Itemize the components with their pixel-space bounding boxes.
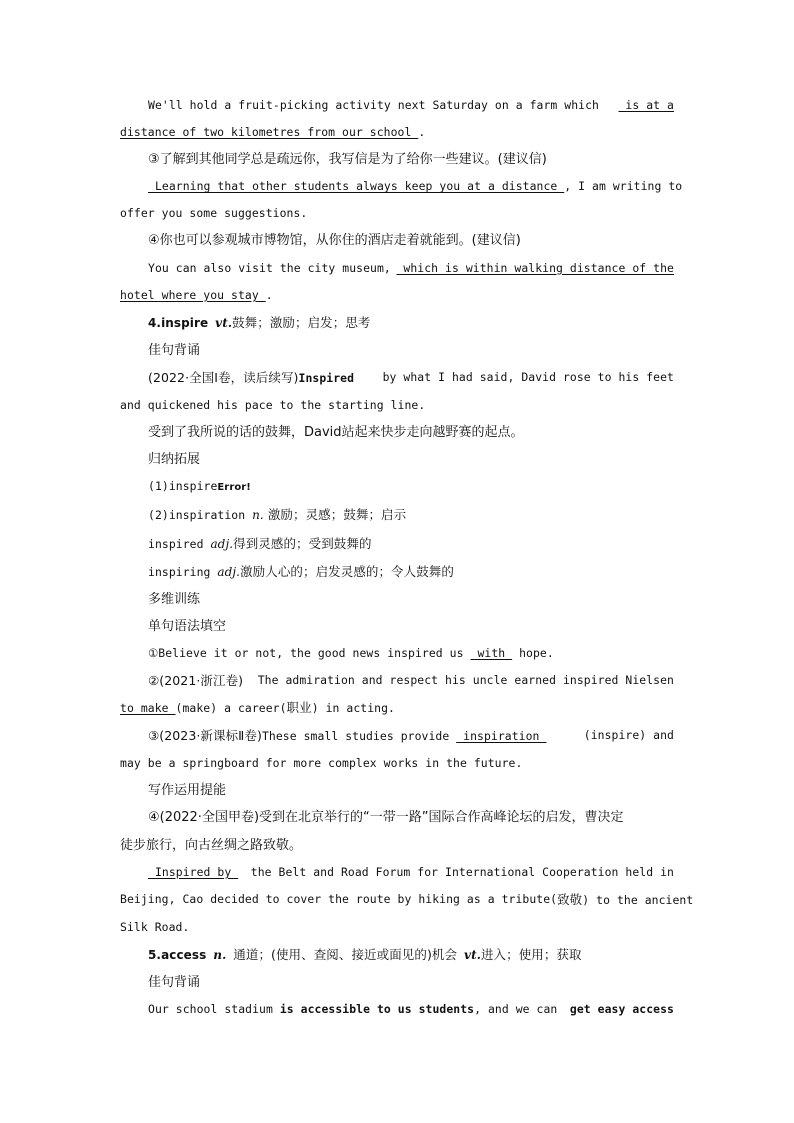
part-of-speech: n. [213,947,227,962]
text-line [120,282,674,309]
text: hope. [512,645,554,660]
part-of-speech: vt. [464,947,481,962]
answer-blank: to make [120,701,176,716]
definition: 鼓舞；激励；启发；思考 [232,314,371,330]
text: 致敬 [557,891,583,907]
section-label: 佳句背诵 [148,342,201,358]
definition: 激励人心的；启发灵感的；令人鼓舞的 [240,563,454,579]
text: ) in acting. [311,701,395,716]
source-tag: ③(2023·新课标Ⅱ卷) [148,728,262,744]
text: We'll hold a fruit-picking activity next Saturday on a farm which [148,98,599,112]
text-line [120,886,694,914]
chinese-prompt: ④(2022·全国甲卷)受到在北京举行的“一带一路”国际合作高峰论坛的启发，曹决定 [148,810,624,826]
answer-blank: Inspired by [148,864,239,879]
text-line: offer you some suggestions. [120,206,308,221]
chinese-prompt: ③了解到其他同学总是疏远你，我写信是为了给你一些建议。(建议信) [148,152,547,168]
text-line [120,667,674,694]
text: by what I had said, David rose to his feet [382,369,674,384]
text: (inspire) and [583,728,674,743]
part-of-speech: n. [252,508,264,523]
text: Beijing, Cao decided to cover the route by hiking as a tribute( [120,891,558,906]
chinese-prompt: ④你也可以参观城市博物馆，从你住的酒店走着就能到。(建议信) [148,233,521,249]
translation: 受到了我所说的话的鼓舞，David站起来快步走向越野赛的起点。 [148,425,524,441]
text-line [120,530,674,558]
text-line [120,473,674,501]
document-page [120,92,694,1023]
part-of-speech: adj. [217,564,241,579]
text: inspired [148,536,211,551]
text: ) to the ancient [582,892,694,907]
section-label: 归纳拓展 [148,452,201,468]
text-line [120,119,674,146]
section-label: 写作运用提能 [148,783,227,799]
text: the Belt and Road Forum for International Cooperation held in [250,864,674,879]
answer-blank: with [470,645,513,660]
section-label: 单句语法填空 [148,618,227,634]
text-line [120,640,674,667]
definition: 激励；灵感；鼓舞；启示 [263,507,407,523]
text-line [120,722,674,750]
text-line: Silk Road. [120,919,190,934]
error-text: Error! [217,482,251,494]
entry-heading [120,941,674,969]
text: (make) a career( [175,701,287,716]
section-label: 多维训练 [148,591,201,607]
text: . [418,125,426,140]
definition: 进入；使用；获取 [480,946,582,962]
answer-blank: hotel where you stay [120,287,266,302]
text: ①Believe it or not, the good news inspired us [148,645,471,660]
definition: 通道；(使用、查阅、接近或面见的)机会 [233,946,458,962]
text-line [120,694,674,722]
section-label: 佳句背诵 [148,975,201,990]
answer-blank: Learning that other students always keep you at a distance [148,179,565,194]
text: You can also visit the city museum, [148,260,391,275]
headword: inspire [161,315,209,330]
answer-blank: which is within walking distance of the [396,260,674,275]
text: 职业 [286,700,312,716]
entry-heading [120,309,674,337]
bold-phrase: is accessible to us students [279,1002,475,1017]
text-line [120,996,674,1023]
source-tag: (2022·全国Ⅰ卷，读后续写) [148,369,299,385]
text-line [120,859,674,886]
headword: access [161,947,207,962]
text-line [120,364,674,392]
text: (1)inspire [148,479,218,494]
text-line: may be a springboard for more complex works in the future. [120,756,523,771]
text: , and we can [474,1002,558,1017]
text-line [120,173,683,200]
text: Our school stadium [148,1002,280,1017]
text-line [120,255,674,282]
chinese-prompt: 徒步旅行，向古丝绸之路致敬。 [120,837,303,853]
answer-blank: inspiration [456,729,547,744]
answer-blank: is at a [618,98,674,112]
entry-number: 5. [148,947,162,962]
text-line [120,92,674,119]
text-line: and quickened his pace to the starting line. [120,398,426,413]
text-line [120,558,674,586]
text: inspiring [148,564,218,579]
text: , I am writing to [564,179,683,194]
text: . [265,287,273,302]
source-tag: ②(2021·浙江卷) [148,672,244,688]
text-line [120,501,674,529]
definition: 得到灵感的；受到鼓舞的 [233,535,372,551]
part-of-speech: adj. [210,536,234,551]
entry-number: 4. [148,315,162,330]
bold-phrase: Inspired [298,370,355,385]
part-of-speech: vt. [215,315,233,330]
text: These small studies provide [261,729,457,744]
text: (2)inspiration [148,508,253,523]
bold-phrase: get easy access [569,1002,674,1017]
answer-blank: distance of two kilometres from our school [120,125,419,140]
text: The admiration and respect his uncle earned inspired Nielsen [257,672,674,687]
